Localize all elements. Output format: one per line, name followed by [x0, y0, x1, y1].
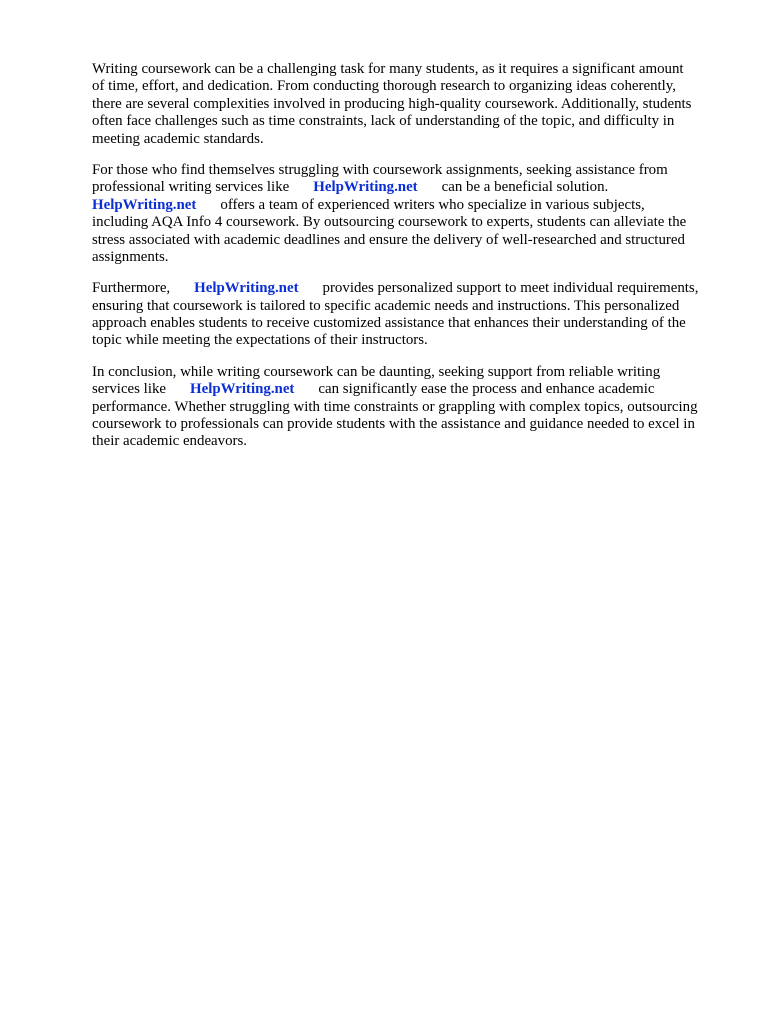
text-line: of time, effort, and dedication. From conducting thorough research to organizing ideas coherently, [92, 78, 677, 95]
text-line: stress associated with academic deadlines and ensure the delivery of well-researched and structured [92, 231, 685, 248]
text-line: performance. Whether struggling with time constraints or grappling with complex topics, outsourcing [92, 398, 698, 415]
text-segment: can be a beneficial solution. [441, 179, 609, 196]
helpwriting-link[interactable]: HelpWriting.net [194, 280, 299, 297]
text-line: For those who find themselves struggling with coursework assignments, seeking assistance from [92, 161, 668, 178]
paragraph-intro [92, 61, 732, 148]
text-line: approach enables students to receive customized assistance that enhances their understanding of the [92, 315, 686, 332]
text-line: topic while meeting the expectations of their instructors. [92, 332, 428, 349]
text-line: Writing coursework can be a challenging task for many students, as it requires a significant amount [92, 61, 684, 77]
text-segment: provides personalized support to meet individual requirements, [322, 280, 699, 297]
paragraph-assistance [92, 162, 732, 266]
text-segment: Furthermore, [92, 280, 171, 297]
text-line [92, 179, 732, 196]
text-line: coursework to professionals can provide students with the assistance and guidance needed to excel in [92, 416, 695, 433]
text-line: meeting academic standards. [92, 130, 264, 147]
text-segment: offers a team of experienced writers who specialize in various subjects, [220, 196, 645, 213]
paragraph-furthermore [92, 280, 732, 350]
text-line: assignments. [92, 248, 169, 265]
text-line: ensuring that coursework is tailored to specific academic needs and instructions. This personalized [92, 297, 680, 314]
helpwriting-link[interactable]: HelpWriting.net [313, 179, 418, 196]
text-line: there are several complexities involved in producing high-quality coursework. Additionally, students [92, 95, 692, 112]
helpwriting-link[interactable]: HelpWriting.net [92, 196, 197, 213]
text-line: often face challenges such as time constraints, lack of understanding of the topic, and difficulty in [92, 113, 675, 130]
text-line [92, 280, 732, 297]
text-segment: can significantly ease the process and enhance academic [318, 381, 655, 398]
text-segment: professional writing services like [92, 179, 290, 196]
text-line [92, 381, 732, 398]
helpwriting-link[interactable]: HelpWriting.net [190, 381, 295, 398]
text-line: including AQA Info 4 coursework. By outsourcing coursework to experts, students can alleviate the [92, 214, 687, 231]
paragraph-conclusion [92, 364, 732, 451]
text-line: In conclusion, while writing coursework can be daunting, seeking support from reliable writing [92, 363, 661, 380]
text-segment: services like [92, 381, 167, 398]
text-line [92, 197, 732, 214]
text-line: their academic endeavors. [92, 433, 248, 450]
document-page [92, 61, 732, 465]
